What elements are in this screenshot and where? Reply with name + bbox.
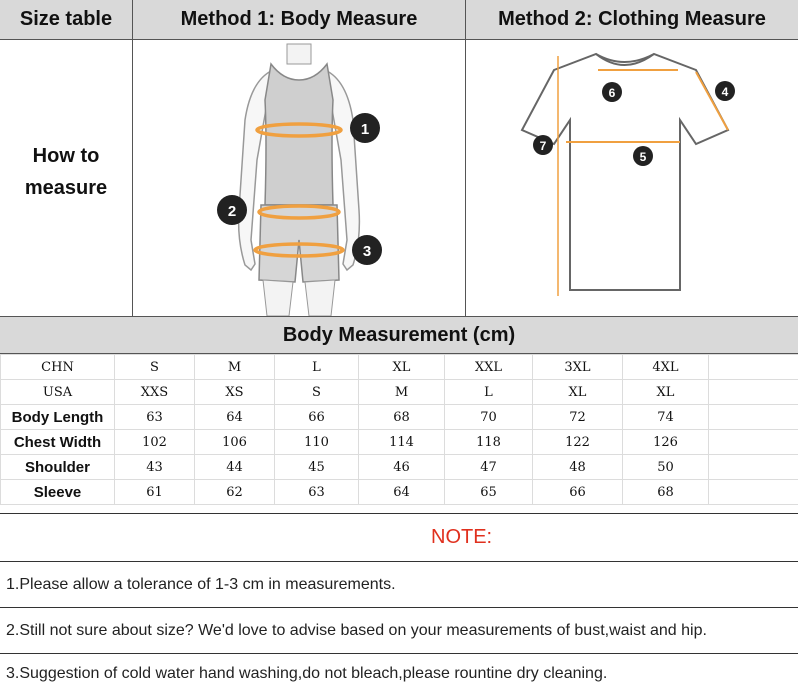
note-title: NOTE: (431, 526, 493, 548)
size-table (0, 354, 798, 505)
table-cell: XL (623, 380, 709, 405)
table-cell: 50 (623, 455, 709, 480)
table-cell: 43 (115, 455, 195, 480)
table-cell: XXL (445, 355, 533, 380)
marker-3 (352, 235, 382, 265)
table-cell: 70 (445, 405, 533, 430)
marker-6 (602, 82, 622, 102)
marker-1 (350, 113, 380, 143)
tshirt-illustration (466, 40, 798, 316)
empty-cell (709, 405, 798, 430)
row-label: Shoulder (1, 455, 115, 480)
table-cell: 45 (275, 455, 359, 480)
table-cell: S (115, 355, 195, 380)
svg-text:4: 4 (721, 85, 729, 99)
marker-4 (715, 81, 735, 101)
table-cell: XXS (115, 380, 195, 405)
empty-cell (709, 355, 798, 380)
svg-text:5: 5 (639, 150, 647, 164)
table-cell: 61 (115, 480, 195, 505)
table-cell: XL (359, 355, 445, 380)
table-cell: 65 (445, 480, 533, 505)
table-row (1, 355, 798, 380)
row-label: CHN (1, 355, 115, 380)
row-label: Sleeve (1, 480, 115, 505)
table-cell: 74 (623, 405, 709, 430)
table-cell: 64 (195, 405, 275, 430)
body-measurement-title: Body Measurement (cm) (0, 316, 798, 354)
table-cell: 4XL (623, 355, 709, 380)
table-cell: 66 (533, 480, 623, 505)
row-label: USA (1, 380, 115, 405)
table-row (1, 380, 798, 405)
table-cell: 3XL (533, 355, 623, 380)
how-to-measure-label (0, 140, 132, 204)
how-to-line-1: How to (32, 145, 100, 167)
marker-2 (217, 195, 247, 225)
table-cell: 126 (623, 430, 709, 455)
table-cell: 68 (359, 405, 445, 430)
body-figure-illustration (133, 40, 465, 316)
table-cell: 102 (115, 430, 195, 455)
table-cell: 62 (195, 480, 275, 505)
table-cell: 72 (533, 405, 623, 430)
table-cell: 118 (445, 430, 533, 455)
empty-cell (709, 480, 798, 505)
table-cell: 68 (623, 480, 709, 505)
empty-cell (709, 380, 798, 405)
svg-text:7: 7 (539, 139, 547, 153)
svg-text:1: 1 (360, 121, 370, 138)
table-cell: L (445, 380, 533, 405)
table-row (1, 480, 798, 505)
table-cell: 44 (195, 455, 275, 480)
table-row (1, 455, 798, 480)
size-table-header: Size table (0, 0, 132, 40)
table-cell: 46 (359, 455, 445, 480)
table-cell: 64 (359, 480, 445, 505)
note-item-1: 1.Please allow a tolerance of 1-3 cm in measurements. (0, 561, 798, 607)
table-cell: 106 (195, 430, 275, 455)
how-to-line-2: measure (24, 177, 108, 199)
note-header-row (0, 513, 798, 561)
empty-cell (709, 455, 798, 480)
svg-text:6: 6 (608, 86, 616, 100)
table-cell: 63 (275, 480, 359, 505)
method2-header: Method 2: Clothing Measure (466, 0, 798, 40)
table-row (1, 405, 798, 430)
note-item-2: 2.Still not sure about size? We'd love to advise based on your measurements of bust,waist and hip. (0, 607, 798, 653)
table-cell: M (359, 380, 445, 405)
note-item-3: 3.Suggestion of cold water hand washing,do not bleach,please rountine dry cleaning. (0, 653, 798, 694)
table-cell: S (275, 380, 359, 405)
marker-7 (533, 135, 553, 155)
svg-text:2: 2 (227, 203, 237, 220)
empty-cell (709, 430, 798, 455)
table-cell: 114 (359, 430, 445, 455)
table-cell: XS (195, 380, 275, 405)
table-cell: 47 (445, 455, 533, 480)
table-cell: 122 (533, 430, 623, 455)
method-header-section (0, 0, 798, 316)
row-label: Body Length (1, 405, 115, 430)
method1-header: Method 1: Body Measure (133, 0, 465, 40)
table-cell: 63 (115, 405, 195, 430)
notes-section (0, 513, 798, 694)
table-cell: 48 (533, 455, 623, 480)
table-cell: 66 (275, 405, 359, 430)
svg-text:3: 3 (362, 243, 372, 260)
table-cell: 110 (275, 430, 359, 455)
table-row (1, 430, 798, 455)
table-cell: L (275, 355, 359, 380)
row-label: Chest Width (1, 430, 115, 455)
table-cell: XL (533, 380, 623, 405)
marker-5 (633, 146, 653, 166)
table-cell: M (195, 355, 275, 380)
